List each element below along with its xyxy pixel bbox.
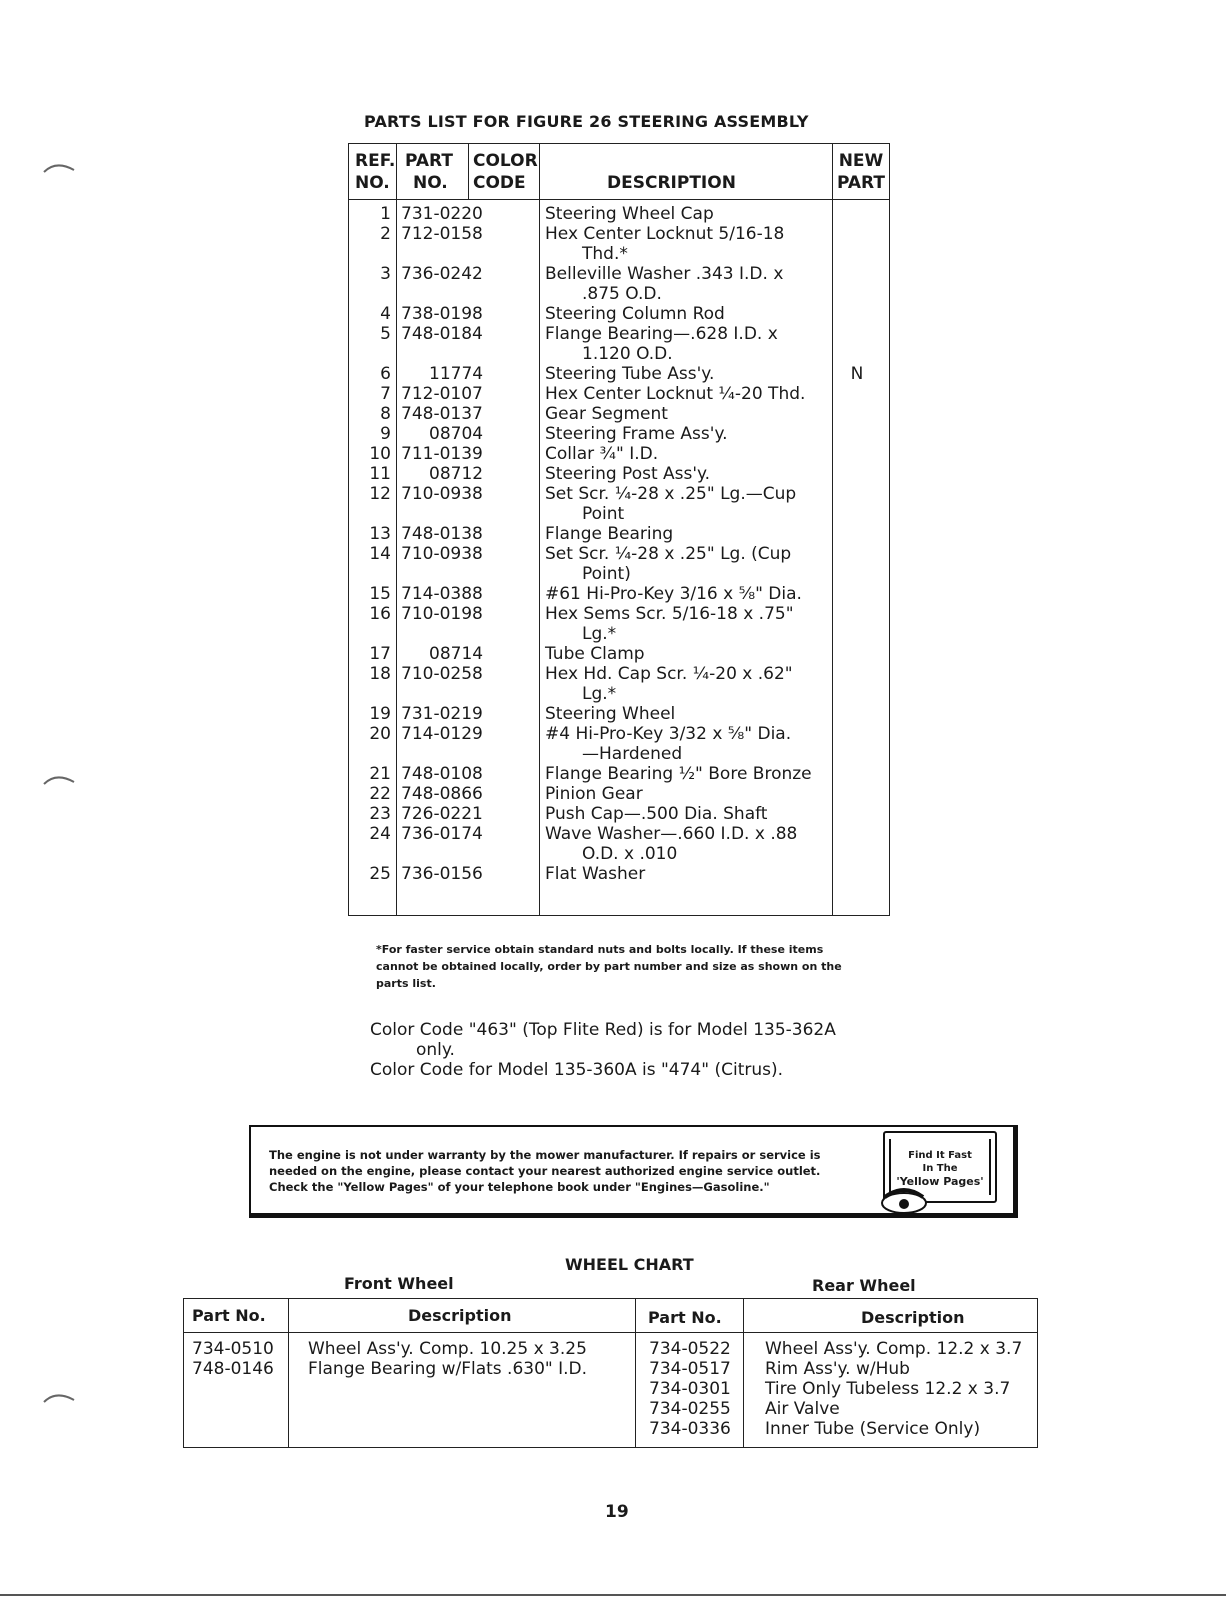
part-no: 08704: [429, 424, 484, 444]
new-part-flag: N: [850, 364, 864, 384]
part-row: [349, 304, 889, 324]
rear-wheel-row: [184, 1339, 1037, 1359]
part-no: 748-0184: [401, 324, 483, 344]
part-description: Steering Wheel: [545, 704, 676, 724]
part-description: Wave Washer—.660 I.D. x .88: [545, 824, 798, 844]
rear-description: Wheel Ass'y. Comp. 12.2 x 3.7: [765, 1339, 1023, 1359]
warranty-text: The engine is not under warranty by the mower manufacturer. If repairs or service is needed on the engine, please contact your nearest authorized engine service outlet. Check the "Yellow Pages" of your telephone book under "Engines—Gasoline.": [269, 1148, 821, 1194]
ref-no: 6: [380, 364, 391, 384]
part-row: [349, 804, 889, 824]
part-description: Steering Tube Ass'y.: [545, 364, 715, 384]
part-description: Hex Sems Scr. 5/16-18 x .75": [545, 604, 794, 624]
front-part-no: 734-0510: [192, 1339, 274, 1359]
part-row: [349, 264, 889, 284]
part-no: 08712: [429, 464, 484, 484]
ref-no: 8: [380, 404, 391, 424]
part-description: Flange Bearing—.628 I.D. x: [545, 324, 778, 344]
header-front-description: Description: [408, 1306, 512, 1325]
part-description: Set Scr. ¼-28 x .25" Lg.—Cup: [545, 484, 797, 504]
wheel-chart-table: [183, 1298, 1038, 1448]
ref-no: 16: [369, 604, 391, 624]
part-row-continuation: [349, 344, 889, 364]
part-description-cont: .875 O.D.: [582, 284, 662, 304]
part-no: 738-0198: [401, 304, 483, 324]
part-no: 712-0107: [401, 384, 483, 404]
part-no: 711-0139: [401, 444, 483, 464]
part-description-cont: Lg.*: [582, 684, 617, 704]
part-row: [349, 644, 889, 664]
part-description: Pinion Gear: [545, 784, 643, 804]
part-description: Flange Bearing: [545, 524, 674, 544]
yellow-pages-badge: Find It Fast In The 'Yellow Pages': [883, 1131, 997, 1203]
part-row: [349, 204, 889, 224]
telephone-icon: [879, 1185, 929, 1215]
ref-no: 18: [369, 664, 391, 684]
part-description: Collar ¾" I.D.: [545, 444, 659, 464]
rear-wheel-row: [184, 1379, 1037, 1399]
color-note-2: Color Code for Model 135-360A is "474" (Citrus).: [370, 1060, 784, 1080]
ref-no: 9: [380, 424, 391, 444]
front-description: Wheel Ass'y. Comp. 10.25 x 3.25: [308, 1339, 587, 1359]
part-row: [349, 764, 889, 784]
color-note-1: Color Code "463" (Top Flite Red) is for Model 135-362A: [370, 1020, 836, 1040]
part-no: 712-0158: [401, 224, 483, 244]
binder-mark: [42, 772, 76, 786]
part-description: Flat Washer: [545, 864, 646, 884]
header-rear-description: Description: [861, 1308, 965, 1327]
front-wheel-label: Front Wheel: [344, 1274, 454, 1293]
ref-no: 12: [369, 484, 391, 504]
ref-no: 14: [369, 544, 391, 564]
part-row: [349, 864, 889, 884]
part-row: [349, 664, 889, 684]
ref-no: 5: [380, 324, 391, 344]
part-row: [349, 444, 889, 464]
part-no: 736-0174: [401, 824, 483, 844]
ref-no: 13: [369, 524, 391, 544]
front-description: Flange Bearing w/Flats .630" I.D.: [308, 1359, 588, 1379]
part-description-cont: O.D. x .010: [582, 844, 678, 864]
ref-no: 24: [369, 824, 391, 844]
rear-part-no: 734-0517: [649, 1359, 731, 1379]
parts-list-title: PARTS LIST FOR FIGURE 26 STEERING ASSEMBLY: [364, 112, 809, 131]
header-part-no: PART NO.: [405, 151, 453, 193]
part-no: 714-0388: [401, 584, 483, 604]
ref-no: 21: [369, 764, 391, 784]
part-row-continuation: [349, 744, 889, 764]
part-no: 710-0258: [401, 664, 483, 684]
part-row: [349, 544, 889, 564]
part-row-continuation: [349, 564, 889, 584]
part-no: 736-0156: [401, 864, 483, 884]
part-row: [349, 724, 889, 744]
part-row: [349, 604, 889, 624]
part-no: 710-0198: [401, 604, 483, 624]
part-row: [349, 584, 889, 604]
part-description-cont: Thd.*: [582, 244, 628, 264]
part-row-continuation: [349, 844, 889, 864]
part-description: Steering Post Ass'y.: [545, 464, 711, 484]
part-description: Belleville Washer .343 I.D. x: [545, 264, 784, 284]
part-no: 710-0938: [401, 544, 483, 564]
header-rear-part-no: Part No.: [648, 1308, 722, 1327]
part-description: Set Scr. ¼-28 x .25" Lg. (Cup: [545, 544, 792, 564]
part-row-continuation: [349, 504, 889, 524]
rear-wheel-row: [184, 1399, 1037, 1419]
part-no: 726-0221: [401, 804, 483, 824]
rear-part-no: 734-0336: [649, 1419, 731, 1439]
ref-no: 17: [369, 644, 391, 664]
ref-no: 7: [380, 384, 391, 404]
ref-no: 25: [369, 864, 391, 884]
part-description: Hex Center Locknut 5/16-18: [545, 224, 785, 244]
part-description: Steering Wheel Cap: [545, 204, 714, 224]
part-row: [349, 364, 889, 384]
rear-part-no: 734-0522: [649, 1339, 731, 1359]
ref-no: 19: [369, 704, 391, 724]
header-color-code: COLOR CODE: [473, 151, 538, 193]
parts-list-table: [348, 143, 890, 916]
part-row: [349, 224, 889, 244]
part-row: [349, 784, 889, 804]
binder-mark: [42, 160, 76, 174]
ref-no: 20: [369, 724, 391, 744]
rear-part-no: 734-0255: [649, 1399, 731, 1419]
color-note-1-cont: only.: [416, 1040, 455, 1060]
part-row-continuation: [349, 244, 889, 264]
header-description: DESCRIPTION: [607, 173, 736, 193]
part-no: 748-0866: [401, 784, 483, 804]
part-no: 748-0108: [401, 764, 483, 784]
ref-no: 11: [369, 464, 391, 484]
part-description-cont: 1.120 O.D.: [582, 344, 673, 364]
part-description-cont: Point: [582, 504, 625, 524]
part-description: Push Cap—.500 Dia. Shaft: [545, 804, 768, 824]
part-no: 11774: [429, 364, 484, 384]
part-description: Steering Column Rod: [545, 304, 725, 324]
part-no: 710-0938: [401, 484, 483, 504]
part-no: 731-0220: [401, 204, 483, 224]
part-row-continuation: [349, 684, 889, 704]
part-row: [349, 464, 889, 484]
page-number: 19: [605, 1502, 629, 1522]
part-row: [349, 324, 889, 344]
part-no: 748-0138: [401, 524, 483, 544]
ref-no: 2: [380, 224, 391, 244]
color-code-notes: [370, 1020, 836, 1080]
part-row: [349, 404, 889, 424]
part-description: Tube Clamp: [545, 644, 645, 664]
front-part-no: 748-0146: [192, 1359, 274, 1379]
rear-description: Rim Ass'y. w/Hub: [765, 1359, 910, 1379]
rear-wheel-row: [184, 1419, 1037, 1439]
header-front-part-no: Part No.: [192, 1306, 266, 1325]
part-row: [349, 424, 889, 444]
ref-no: 15: [369, 584, 391, 604]
part-no: 748-0137: [401, 404, 483, 424]
header-ref-no: REF. NO.: [355, 151, 396, 193]
part-description: Hex Center Locknut ¼-20 Thd.: [545, 384, 806, 404]
part-description: Hex Hd. Cap Scr. ¼-20 x .62": [545, 664, 793, 684]
part-row: [349, 524, 889, 544]
part-no: 736-0242: [401, 264, 483, 284]
part-description: Flange Bearing ½" Bore Bronze: [545, 764, 812, 784]
part-description-cont: Point): [582, 564, 631, 584]
ref-no: 3: [380, 264, 391, 284]
part-no: 731-0219: [401, 704, 483, 724]
rear-description: Air Valve: [765, 1399, 840, 1419]
footnote: *For faster service obtain standard nuts and bolts locally. If these items cannot be obtained locally, order by part number and size as shown on the parts list.: [376, 943, 842, 990]
wheel-chart-title: WHEEL CHART: [565, 1255, 694, 1274]
rear-part-no: 734-0301: [649, 1379, 731, 1399]
ref-no: 23: [369, 804, 391, 824]
part-row-continuation: [349, 284, 889, 304]
part-no: 714-0129: [401, 724, 483, 744]
binder-mark: [42, 1390, 76, 1404]
header-new-part: NEW PART: [837, 151, 885, 193]
part-no: 08714: [429, 644, 484, 664]
part-description: #61 Hi-Pro-Key 3/16 x ⅝" Dia.: [545, 584, 802, 604]
rear-description: Inner Tube (Service Only): [765, 1419, 981, 1439]
part-description: #4 Hi-Pro-Key 3/32 x ⅝" Dia.: [545, 724, 792, 744]
ref-no: 22: [369, 784, 391, 804]
rear-wheel-label: Rear Wheel: [812, 1276, 916, 1295]
ref-no: 10: [369, 444, 391, 464]
part-description: Gear Segment: [545, 404, 668, 424]
ref-no: 1: [380, 204, 391, 224]
part-description: Steering Frame Ass'y.: [545, 424, 728, 444]
part-row: [349, 384, 889, 404]
engine-warranty-box: [249, 1125, 1018, 1218]
part-row: [349, 484, 889, 504]
rear-wheel-row: [184, 1359, 1037, 1379]
part-row: [349, 824, 889, 844]
bottom-rule: [0, 1594, 1226, 1596]
part-row: [349, 704, 889, 724]
part-description-cont: —Hardened: [582, 744, 683, 764]
ref-no: 4: [380, 304, 391, 324]
rear-description: Tire Only Tubeless 12.2 x 3.7: [765, 1379, 1011, 1399]
part-description-cont: Lg.*: [582, 624, 617, 644]
part-row-continuation: [349, 624, 889, 644]
